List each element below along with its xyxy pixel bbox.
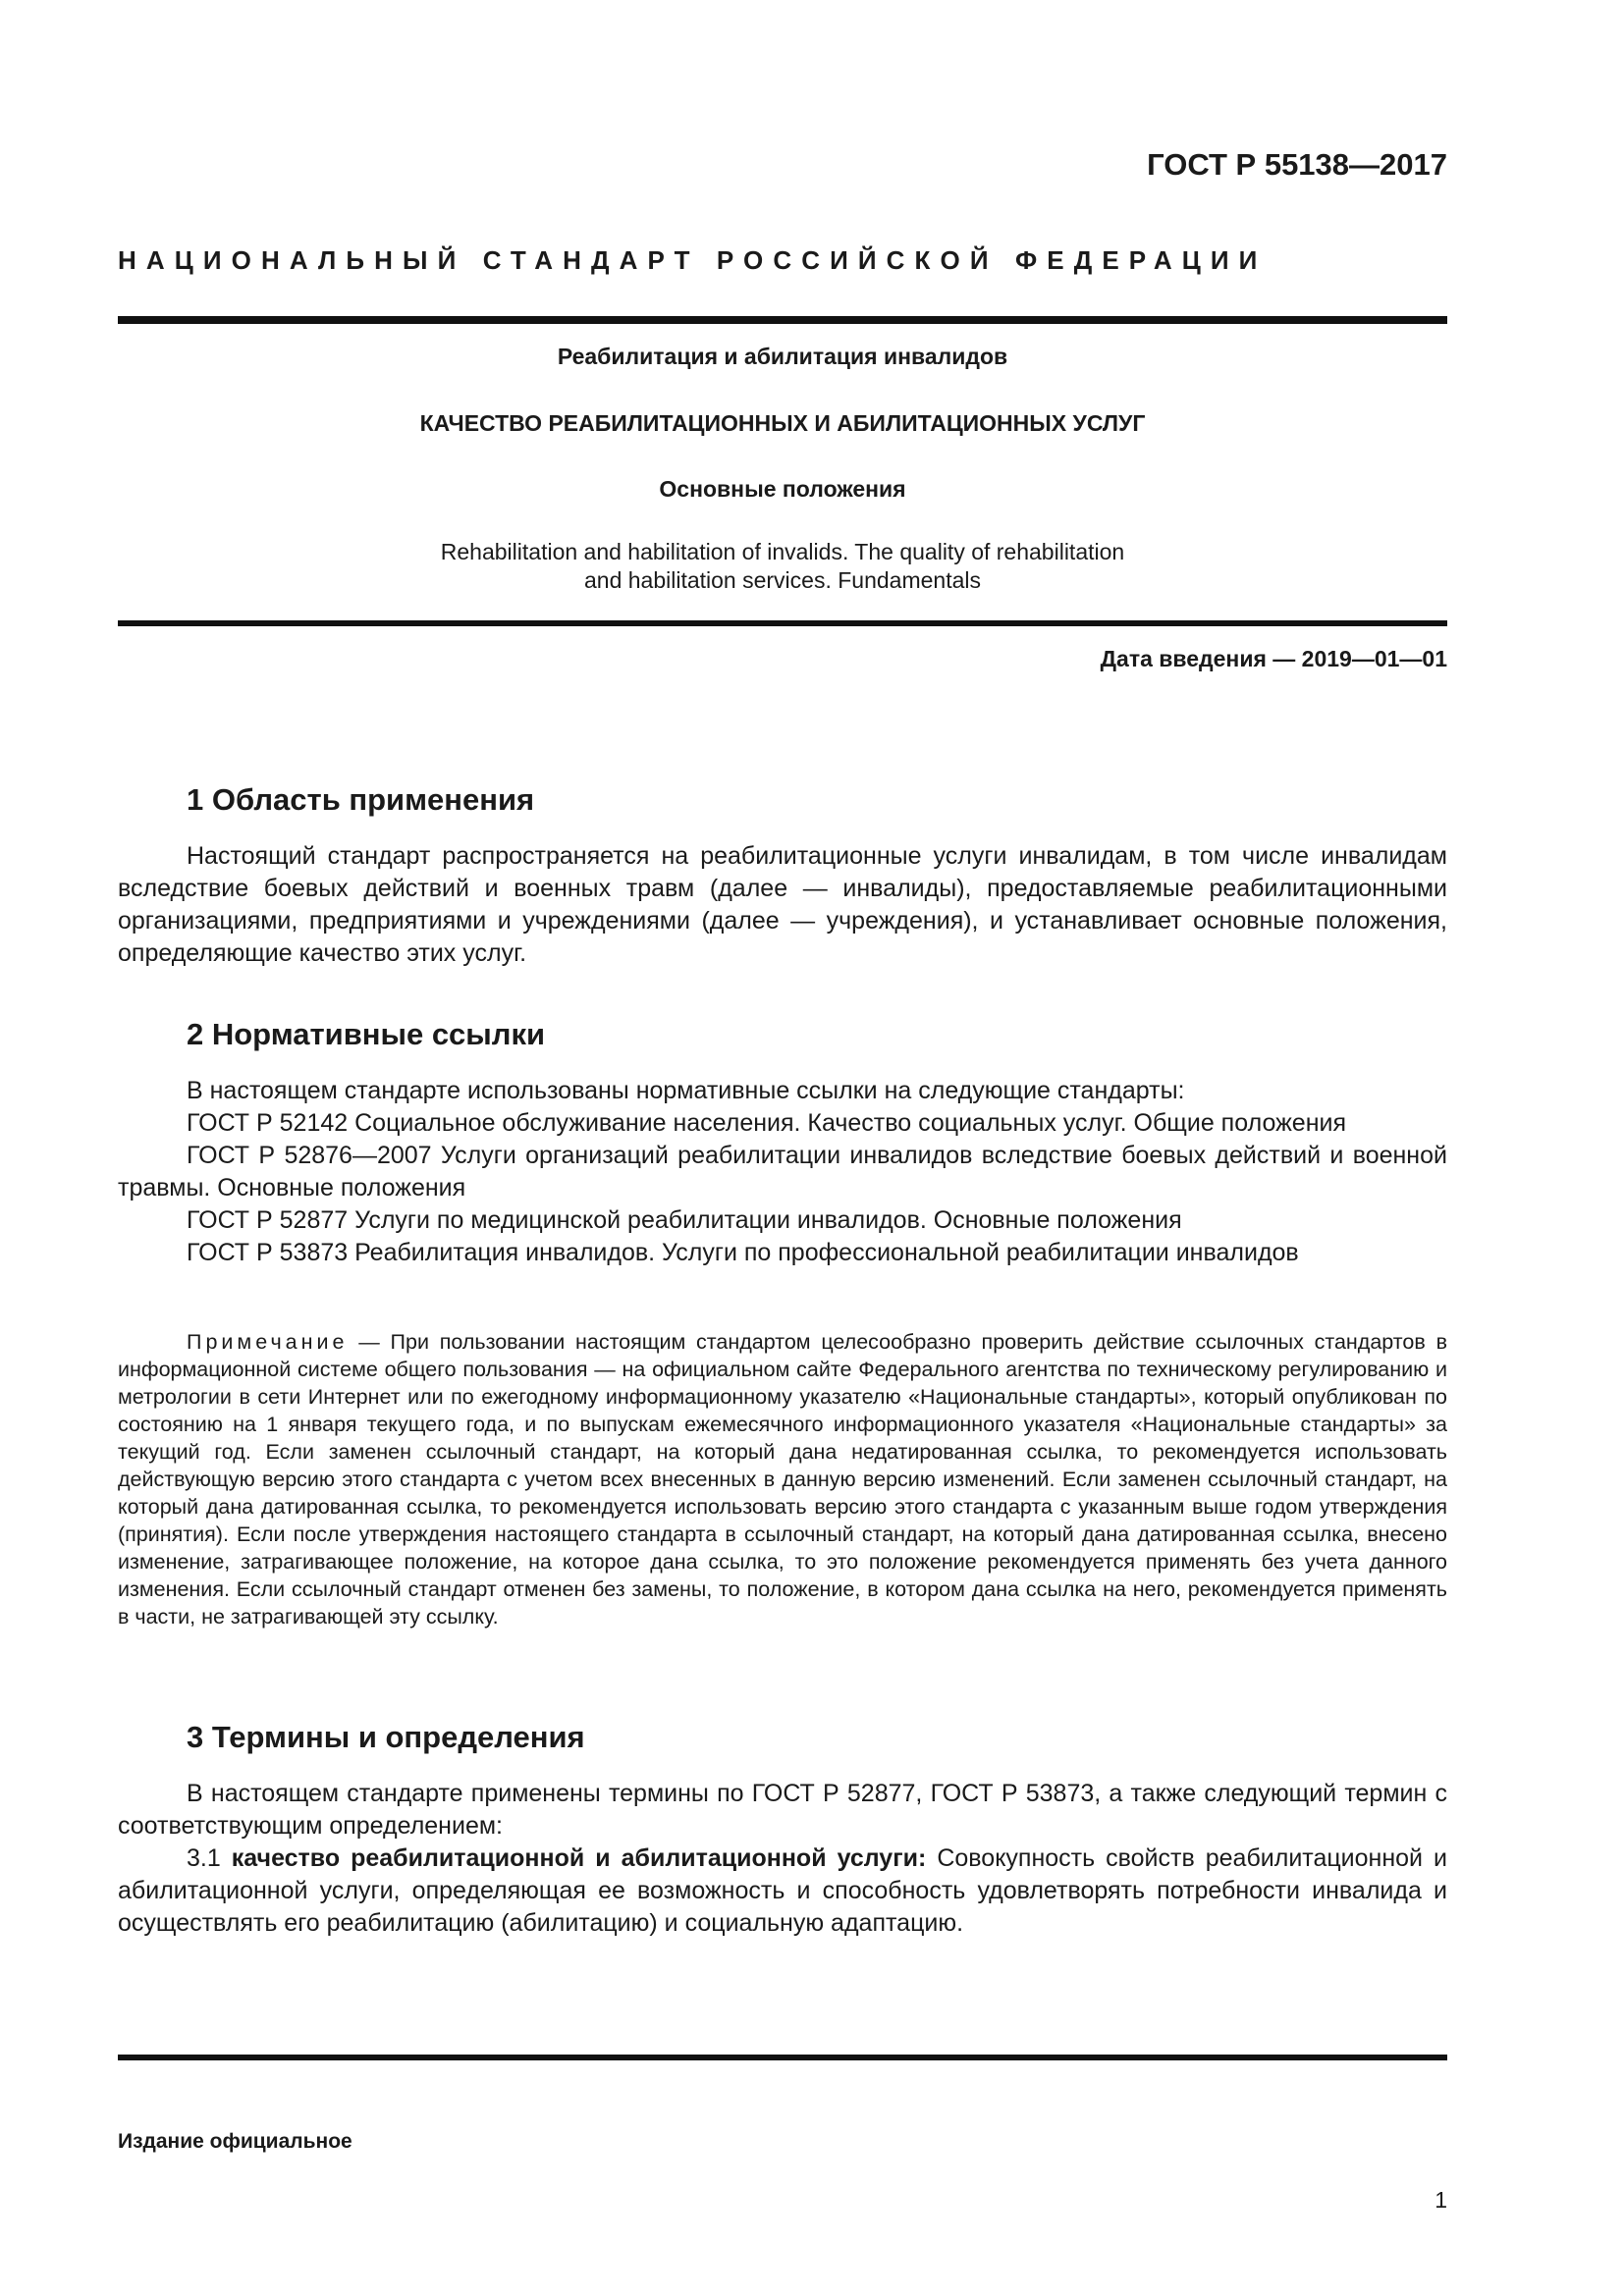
section-1-heading: 1 Область применения [187, 782, 535, 817]
reference-item: ГОСТ Р 52877 Услуги по медицинской реабилитации инвалидов. Основные положения [187, 1206, 1182, 1234]
reference-item: ГОСТ Р 53873 Реабилитация инвалидов. Услуги по профессиональной реабилитации инвалидов [187, 1239, 1299, 1266]
reference-item: ГОСТ Р 52876—2007 Услуги организаций реабилитации инвалидов вследствие боевых действий и военной травмы. Основные положения [118, 1142, 1447, 1201]
english-title-line-1: Rehabilitation and habilitation of invalids. The quality of rehabilitation [440, 539, 1125, 564]
term-definition-text: Совокупность свойств реабилитационной и абилитационной услуги, определяющая ее возможность и способность удовлетворять потребности инвалида и осуществлять его реабилитацию (абилитацию) и социальную адаптацию. [118, 1844, 1447, 1937]
standard-code: ГОСТ Р 55138—2017 [1147, 147, 1447, 182]
top-divider [118, 316, 1447, 324]
note-text: — При пользовании настоящим стандартом целесообразно проверить действие ссылочных стандартов в информационной системе общего пользования — на официальном сайте Федерального агентства по техническому регулированию и метрологии в сети Интернет или по ежегодному информационному указателю «Национальные стандарты», который опубликован по состоянию на 1 января текущего года, и по выпускам ежемесячного информационного указателя «Национальные стандарты» за текущий год. Если заменен ссылочный стандарт, на который дана недатированная ссылка, то рекомендуется использовать действующую версию этого стандарта с учетом всех внесенных в данную версию изменений. Если заменен ссылочный стандарт, на который дана датированная ссылка, то рекомендуется использовать версию этого стандарта с указанным выше годом утверждения (принятия). Если после утверждения настоящего стандарта в ссылочный стандарт, на который дана датированная ссылка, внесено изменение, затрагивающее положение, на которое дана ссылка, то это положение рекомендуется применять без учета данного изменения. Если ссылочный стандарт отменен без замены, то положение, в котором дана ссылка на него, рекомендуется применять в части, не затрагивающей эту ссылку. [118, 1330, 1447, 1629]
section-3-intro: В настоящем стандарте применены термины по ГОСТ Р 52877, ГОСТ Р 53873, а также следующий термин с соответствующим определением: [118, 1780, 1447, 1840]
document-page [118, 0, 1447, 2296]
title-divider [118, 620, 1447, 626]
title-line-3: Основные положения [659, 476, 906, 502]
section-1-text: Настоящий стандарт распространяется на реабилитационные услуги инвалидам, в том числе инвалидам вследствие боевых действий и военных травм (далее — инвалиды), предоставляемые реабилитационными организациями, предприятиями и учреждениями (далее — учреждения), и устанавливает основные положения, определяющие качество этих услуг. [118, 842, 1447, 967]
english-title-line-2: and habilitation services. Fundamentals [583, 567, 981, 593]
title-line-2: КАЧЕСТВО РЕАБИЛИТАЦИОННЫХ И АБИЛИТАЦИОННЫХ УСЛУГ [419, 410, 1146, 436]
reference-item: ГОСТ Р 52142 Социальное обслуживание населения. Качество социальных услуг. Общие положения [187, 1109, 1347, 1137]
english-title [118, 538, 1447, 595]
section-2-heading: 2 Нормативные ссылки [187, 1017, 546, 1051]
section-2-intro: В настоящем стандарте использованы нормативные ссылки на следующие стандарты: [187, 1077, 1185, 1104]
section-1-body [118, 840, 1447, 970]
title-line-1: Реабилитация и абилитация инвалидов [557, 344, 1008, 369]
term-number: 3.1 [187, 1844, 232, 1872]
introduction-date: Дата введения — 2019—01—01 [1100, 646, 1447, 671]
term-definition [118, 1842, 1447, 1940]
footer-divider [118, 2055, 1447, 2060]
note-label: Примечание [187, 1330, 349, 1354]
section-2-note [118, 1328, 1447, 1630]
section-2-body [118, 1075, 1447, 1269]
section-3-heading: 3 Термины и определения [187, 1720, 585, 1754]
page-number: 1 [1435, 2187, 1447, 2213]
official-edition-label: Издание официальное [118, 2130, 352, 2153]
term-name: качество реабилитационной и абилитационной услуги: [231, 1844, 927, 1872]
section-3-body [118, 1778, 1447, 1940]
national-standard-banner: НАЦИОНАЛЬНЫЙ СТАНДАРТ РОССИЙСКОЙ ФЕДЕРАЦИИ [118, 245, 1268, 275]
